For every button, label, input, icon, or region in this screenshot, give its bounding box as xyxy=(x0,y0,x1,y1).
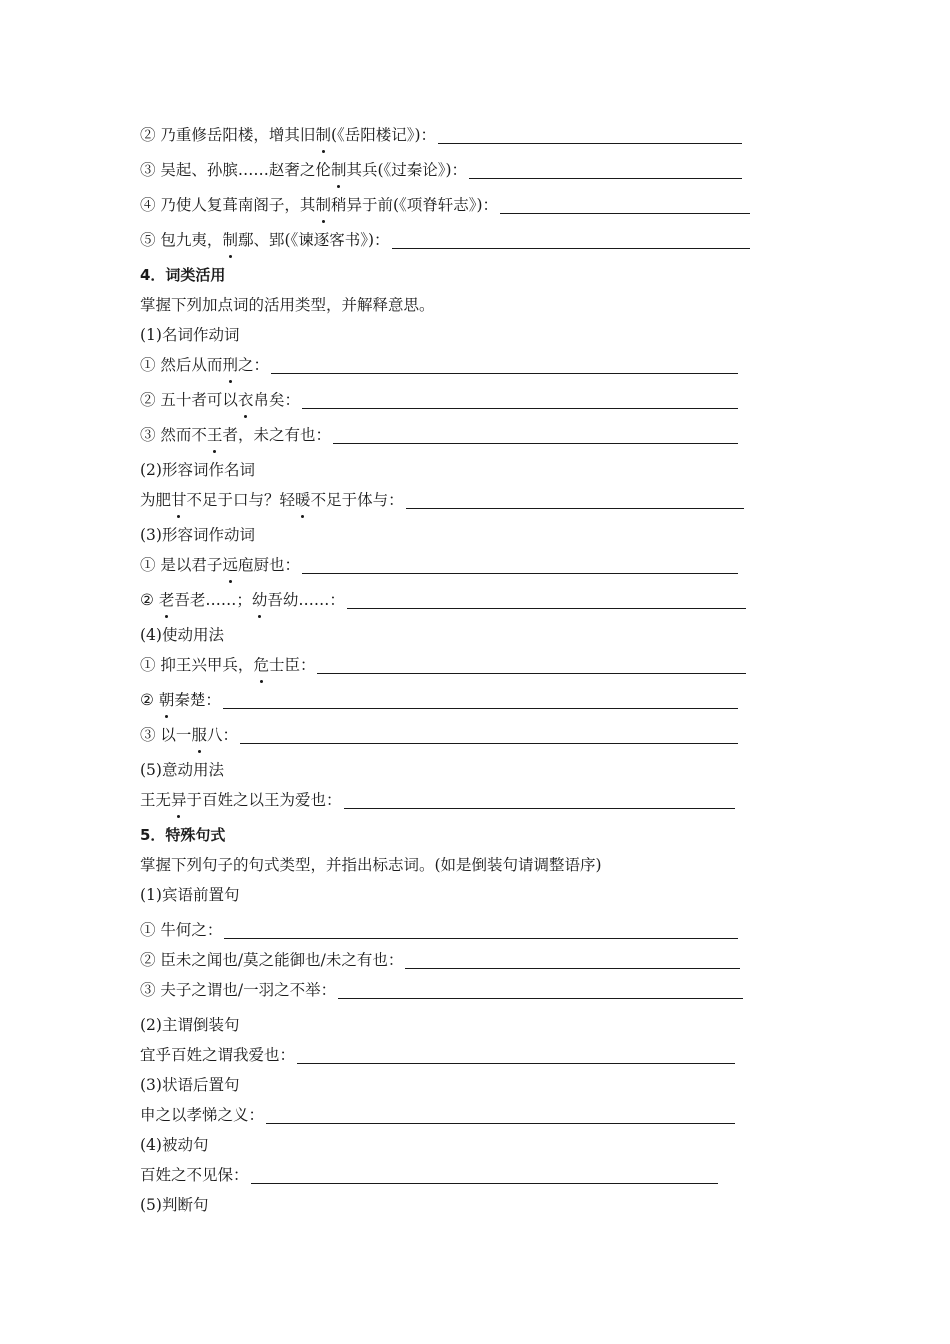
line-text: (3)状语后置句 xyxy=(140,1076,240,1094)
line-text: ② xyxy=(140,691,159,709)
text-line xyxy=(140,1190,208,1220)
line-text: 稍异于前(《项脊轩志》)： xyxy=(330,196,499,214)
line-text: 者，未之有也： xyxy=(222,426,331,444)
emphasized-character: 老 xyxy=(159,585,175,615)
answer-blank[interactable] xyxy=(271,355,738,374)
line-text: 帛矣： xyxy=(253,391,300,409)
text-line xyxy=(140,1160,718,1190)
emphasized-character: 制 xyxy=(315,120,331,150)
text-line xyxy=(140,850,602,880)
line-text: 庖厨也： xyxy=(237,556,300,574)
line-text: (5)判断句 xyxy=(140,1196,209,1214)
line-text: ② 五十者可以 xyxy=(140,391,238,409)
line-text: 宜乎百姓之谓我爱也： xyxy=(140,1046,296,1064)
answer-blank[interactable] xyxy=(392,230,750,249)
answer-blank[interactable] xyxy=(302,555,738,574)
answer-blank[interactable] xyxy=(317,655,746,674)
answer-blank[interactable] xyxy=(500,195,750,214)
text-line xyxy=(140,880,239,910)
line-text: ① 抑王兴甲兵， xyxy=(140,656,254,674)
text-line xyxy=(140,120,742,150)
line-text: 之： xyxy=(237,356,269,374)
line-text: 百姓之不见保： xyxy=(140,1166,249,1184)
text-line xyxy=(140,225,750,255)
text-line xyxy=(140,385,738,415)
answer-blank[interactable] xyxy=(240,725,738,744)
line-text: ④ 乃使人复葺南阁子，其 xyxy=(140,196,316,214)
emphasized-character: 王 xyxy=(207,420,223,450)
line-text: ③ 吴起、孙膑……赵奢之伦 xyxy=(140,161,331,179)
line-text: 秦楚： xyxy=(174,691,221,709)
answer-blank[interactable] xyxy=(223,690,738,709)
line-text: (5)意动用法 xyxy=(140,761,224,779)
emphasized-character: 异 xyxy=(171,785,187,815)
line-text: 于百姓之以王为爱也： xyxy=(186,791,342,809)
section-heading xyxy=(140,820,225,850)
line-text: (1)名词作动词 xyxy=(140,326,240,344)
answer-blank[interactable] xyxy=(297,1045,735,1064)
line-text: 王无 xyxy=(140,791,172,809)
line-text: 鄢、郢(《谏逐客书》)： xyxy=(237,231,390,249)
text-line xyxy=(140,1010,239,1040)
text-line xyxy=(140,350,738,380)
text-line xyxy=(140,1070,239,1100)
line-text: 八： xyxy=(206,726,238,744)
answer-blank[interactable] xyxy=(406,490,744,509)
text-line xyxy=(140,915,738,945)
emphasized-character: 朝 xyxy=(159,685,175,715)
line-text: ① 是以君子 xyxy=(140,556,223,574)
line-text: 申之以孝悌之义： xyxy=(140,1106,265,1124)
answer-blank[interactable] xyxy=(224,920,738,939)
line-text: 士臣： xyxy=(268,656,316,674)
line-text: 其兵(《过秦论》)： xyxy=(346,161,468,179)
line-text: ③ 然而不 xyxy=(140,426,207,444)
text-line xyxy=(140,620,224,650)
emphasized-character: 制 xyxy=(331,155,347,185)
text-line xyxy=(140,320,239,350)
text-line xyxy=(140,520,255,550)
text-line xyxy=(140,1100,735,1130)
line-text: 不足于体与： xyxy=(310,491,404,509)
line-text: (4)被动句 xyxy=(140,1136,209,1154)
text-line xyxy=(140,550,738,580)
text-line xyxy=(140,1040,735,1070)
answer-blank[interactable] xyxy=(469,160,742,179)
emphasized-character: 幼 xyxy=(252,585,268,615)
line-text: (2)主谓倒装句 xyxy=(140,1016,240,1034)
line-text: ① 牛何之： xyxy=(140,921,223,939)
answer-blank[interactable] xyxy=(344,790,735,809)
text-line xyxy=(140,455,255,485)
text-line xyxy=(140,650,746,680)
emphasized-character: 制 xyxy=(222,225,238,255)
answer-blank[interactable] xyxy=(302,390,738,409)
line-text: ③ 夫子之谓也/一羽之不举： xyxy=(140,981,337,999)
line-text: 吾幼……： xyxy=(267,591,345,609)
emphasized-character: 危 xyxy=(253,650,269,680)
emphasized-character: 制 xyxy=(315,190,331,220)
line-text: 为肥 xyxy=(140,491,172,509)
section-heading xyxy=(140,260,225,290)
text-line xyxy=(140,420,738,450)
line-text: 5．特殊句式 xyxy=(140,826,226,844)
line-text: ② 臣未之闻也/莫之能御也/未之有也： xyxy=(140,951,404,969)
line-text: ⑤ 包九夷， xyxy=(140,231,223,249)
emphasized-character: 远 xyxy=(222,550,238,580)
line-text: ① 然后从而 xyxy=(140,356,223,374)
answer-blank[interactable] xyxy=(251,1165,718,1184)
text-line xyxy=(140,685,738,715)
answer-blank[interactable] xyxy=(405,950,740,969)
text-line xyxy=(140,190,750,220)
emphasized-character: 甘 xyxy=(171,485,187,515)
line-text: (2)形容词作名词 xyxy=(140,461,255,479)
text-line xyxy=(140,290,435,320)
emphasized-character: 暖 xyxy=(295,485,311,515)
line-text: 4．词类活用 xyxy=(140,266,226,284)
text-line xyxy=(140,945,740,975)
text-line xyxy=(140,155,742,185)
answer-blank[interactable] xyxy=(266,1105,735,1124)
text-line xyxy=(140,1130,208,1160)
emphasized-character: 刑 xyxy=(222,350,238,380)
emphasized-character: 衣 xyxy=(238,385,254,415)
line-text: (1)宾语前置句 xyxy=(140,886,240,904)
line-text: (《岳阳楼记》)： xyxy=(330,126,437,144)
line-text: ③ 以一 xyxy=(140,726,192,744)
line-text: (4)使动用法 xyxy=(140,626,224,644)
answer-blank[interactable] xyxy=(338,980,743,999)
line-text: 吾老……； xyxy=(174,591,252,609)
line-text: (3)形容词作动词 xyxy=(140,526,255,544)
text-line xyxy=(140,785,735,815)
line-text: ② xyxy=(140,591,159,609)
answer-blank[interactable] xyxy=(347,590,746,609)
text-line xyxy=(140,720,738,750)
text-line xyxy=(140,755,224,785)
text-line xyxy=(140,585,746,615)
emphasized-character: 服 xyxy=(191,720,207,750)
line-text: 掌握下列加点词的活用类型，并解释意思。 xyxy=(140,296,435,314)
answer-blank[interactable] xyxy=(438,125,742,144)
line-text: ② 乃重修岳阳楼，增其旧 xyxy=(140,126,316,144)
line-text: 不足于口与？轻 xyxy=(186,491,296,509)
line-text: 掌握下列句子的句式类型，并指出标志词。(如是倒装句请调整语序) xyxy=(140,856,602,874)
text-line xyxy=(140,975,743,1005)
answer-blank[interactable] xyxy=(333,425,738,444)
text-line xyxy=(140,485,744,515)
